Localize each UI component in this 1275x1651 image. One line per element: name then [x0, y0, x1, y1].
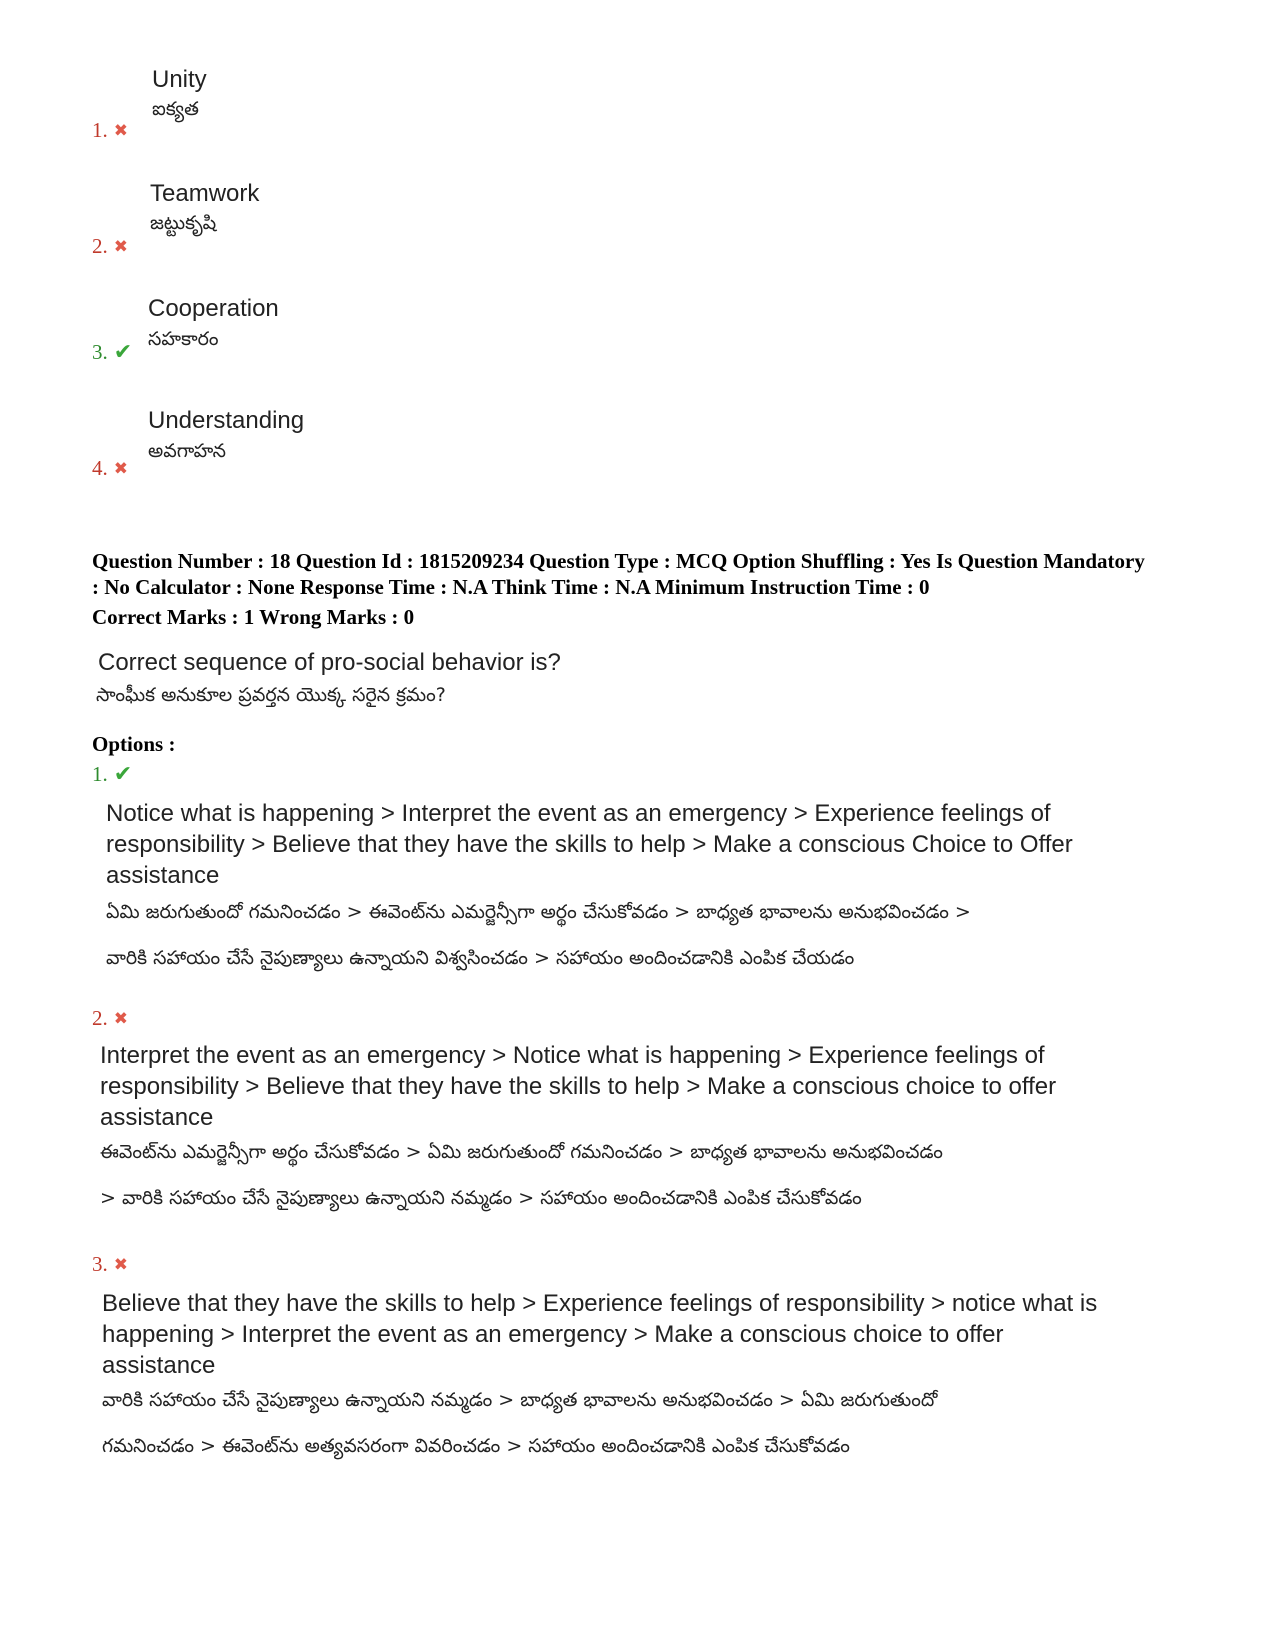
option-3-english: Believe that they have the skills to help > Experience feelings of responsibility > notice what is happening > Interpret the event as an emergency > Make a conscious choice to offer assistance	[102, 1290, 1098, 1379]
wrong-cross-icon: ✖	[113, 1008, 128, 1029]
option-1-telugu-line2: వారికి సహాయం చేసే నైపుణ్యాలు ఉన్నాయని విశ్వసించడం > సహాయం అందించడానికి ఎంపిక చేయడం	[106, 947, 855, 969]
option-number-label: 3.	[92, 1252, 108, 1276]
options-label: Options :	[92, 732, 176, 756]
correct-check-icon: ✔	[113, 762, 133, 787]
option-2-telugu-line2: > వారికి సహాయం చేసే నైపుణ్యాలు ఉన్నాయని నమ్మడం > సహాయం అందించడానికి ఎంపిక చేసుకోవడం	[100, 1187, 862, 1209]
wrong-cross-icon: ✖	[113, 1254, 128, 1275]
prev-option-1-english: Unity	[152, 66, 207, 93]
option-3-number	[92, 1252, 128, 1277]
option-1-number	[92, 762, 132, 787]
wrong-cross-icon: ✖	[113, 458, 128, 479]
option-2	[100, 1040, 1120, 1221]
option-1-english: Notice what is happening > Interpret the event as an emergency > Experience feelings of responsibility > Believe that they have the skills to help > Make a conscious Choice to Offer assistance	[106, 800, 1073, 889]
option-1	[106, 798, 1126, 981]
prev-option-3-telugu: సహకారం	[148, 328, 219, 350]
question-english: Correct sequence of pro-social behavior is?	[98, 649, 561, 676]
option-3-telugu-line1: వారికి సహాయం చేసే నైపుణ్యాలు ఉన్నాయని నమ్మడం > బాధ్యత భావాలను అనుభవించడం > ఏమి జరుగుతుందో	[102, 1389, 938, 1411]
option-3-telugu-line2: గమనించడం > ఈవెంట్‌ను అత్యవసరంగా వివరించడం > సహాయం అందించడానికి ఎంపిక చేసుకోవడం	[102, 1435, 850, 1457]
correct-check-icon: ✔	[113, 340, 133, 365]
option-number-label: 1.	[92, 762, 108, 786]
option-2-english: Interpret the event as an emergency > Notice what is happening > Experience feelings of responsibility > Believe that they have the skills to help > Make a conscious choice to offer assistance	[100, 1042, 1057, 1131]
option-number-label: 4.	[92, 456, 108, 480]
option-1-telugu-line1: ఏమి జరుగుతుందో గమనించడం > ఈవెంట్‌ను ఎమర్జెన్సీగా అర్థం చేసుకోవడం > బాధ్యత భావాలను అనుభవించడం >	[106, 901, 971, 923]
option-number-label: 3.	[92, 340, 108, 364]
option-3	[102, 1288, 1122, 1469]
prev-option-1-number	[92, 118, 128, 143]
wrong-cross-icon: ✖	[113, 120, 128, 141]
option-2-number	[92, 1006, 128, 1031]
prev-option-3-number	[92, 340, 132, 365]
prev-option-1-telugu: ఐక్యత	[152, 98, 199, 120]
option-number-label: 2.	[92, 1006, 108, 1030]
question-marks: Correct Marks : 1 Wrong Marks : 0	[92, 605, 415, 629]
prev-option-2-number	[92, 234, 128, 259]
option-2-telugu-line1: ఈవెంట్‌ను ఎమర్జెన్సీగా అర్థం చేసుకోవడం > ఏమి జరుగుతుందో గమనించడం > బాధ్యత భావాలను అనుభవించడం	[100, 1141, 943, 1163]
prev-option-4-telugu: అవగాహన	[148, 440, 226, 462]
prev-option-2-telugu: జట్టుకృషి	[150, 212, 217, 234]
wrong-cross-icon: ✖	[113, 236, 128, 257]
prev-option-4-english: Understanding	[148, 407, 305, 434]
question-meta: Question Number : 18 Question Id : 1815209234 Question Type : MCQ Option Shuffling : Yes Is Question Mandatory : No Calculator : None Response Time : N.A Think Time : N.A Minimum Instruction Time : 0	[92, 549, 1145, 599]
prev-option-4-number	[92, 456, 128, 481]
prev-option-2-english: Teamwork	[150, 180, 260, 207]
prev-option-3-english: Cooperation	[148, 295, 279, 322]
question-telugu: సాంఘీక అనుకూల ప్రవర్తన యొక్క సరైన క్రమం?	[96, 684, 446, 706]
option-number-label: 2.	[92, 234, 108, 258]
option-number-label: 1.	[92, 118, 108, 142]
